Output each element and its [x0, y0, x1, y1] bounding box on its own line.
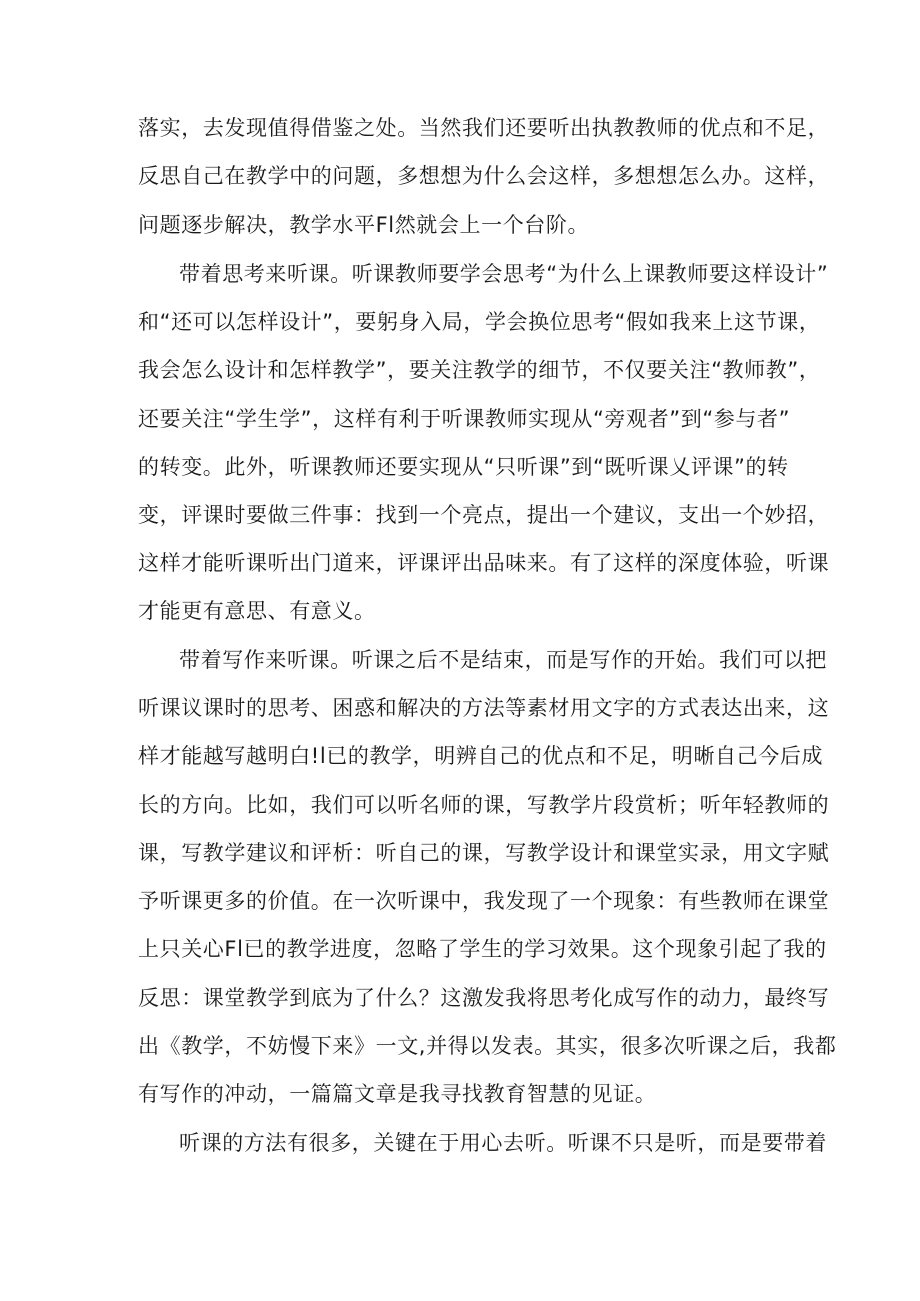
text-line: 样才能越写越明白!l已的教学，明辨自己的优点和不足，明晰自己今后成 [138, 744, 824, 768]
paragraph-start-line: 听课的方法有很多，关键在于用心去听。听课不只是听，而是要带着 [179, 1131, 827, 1155]
text-line: 长的方向。比如，我们可以听名师的课，写教学片段赏析；听年轻教师的 [138, 793, 830, 817]
text-line: 我会怎么设计和怎样教学”，要关注教学的细节，不仅要关注“教师教”， [138, 358, 821, 382]
text-line: 出《教学，不妨慢下来》一文,并得以发表。其实，很多次听课之后，我都 [138, 1034, 837, 1058]
text-line: 课，写教学建议和评析：听自己的课，写教学设计和课堂实录，用文字赋 [138, 841, 830, 865]
text-line: 问题逐步解决，教学水平Fl然就会上一个台阶。 [138, 213, 590, 237]
paragraph-start-line: 带着写作来听课。听课之后不是结束，而是写作的开始。我们可以把 [179, 648, 827, 672]
text-line: 反思自己在教学中的问题，多想想为什么会这样，多想想怎么办。这样， [138, 164, 830, 188]
text-line: 反思：课堂教学到底为了什么？这激发我将思考化成写作的动力，最终写 [138, 986, 830, 1010]
text-line: 有写作的冲动，一篇篇文章是我寻找教育智慧的见证。 [138, 1082, 657, 1106]
text-line: 才能更有意思、有意义。 [138, 599, 376, 623]
text-line: 和“还可以怎样设计”，要躬身入局，学会换位思考“假如我来上这节课， [138, 310, 821, 334]
text-line: 落实，去发现值得借鉴之处。当然我们还要听出执教教师的优点和不足， [138, 116, 830, 140]
paragraph-start-line: 带着思考来听课。听课教师要学会思考“为什么上课教师要这样设计” [179, 262, 829, 286]
text-line: 还要关注“学生学”，这样有利于听课教师实现从“旁观者”到“参与者” [138, 407, 791, 431]
text-line: 这样才能听课听出门道来，评课评出品味来。有了这样的深度体验，听课 [138, 551, 830, 575]
text-line: 变，评课时要做三件事：找到一个亮点，提出一个建议，支出一个妙招， [138, 503, 830, 527]
text-line: 予听课更多的价值。在一次听课中，我发现了一个现象：有些教师在课堂 [138, 889, 830, 913]
text-line: 的转变。此外，听课教师还要实现从“只听课”到“既听课乂评课”的转 [138, 455, 789, 479]
text-line: 听课议课时的思考、困惑和解决的方法等素材用文字的方式表达出来，这 [138, 696, 830, 720]
text-line: 上只关心Fl已的教学进度，忽略了学生的学习效果。这个现象引起了我的 [138, 937, 827, 961]
